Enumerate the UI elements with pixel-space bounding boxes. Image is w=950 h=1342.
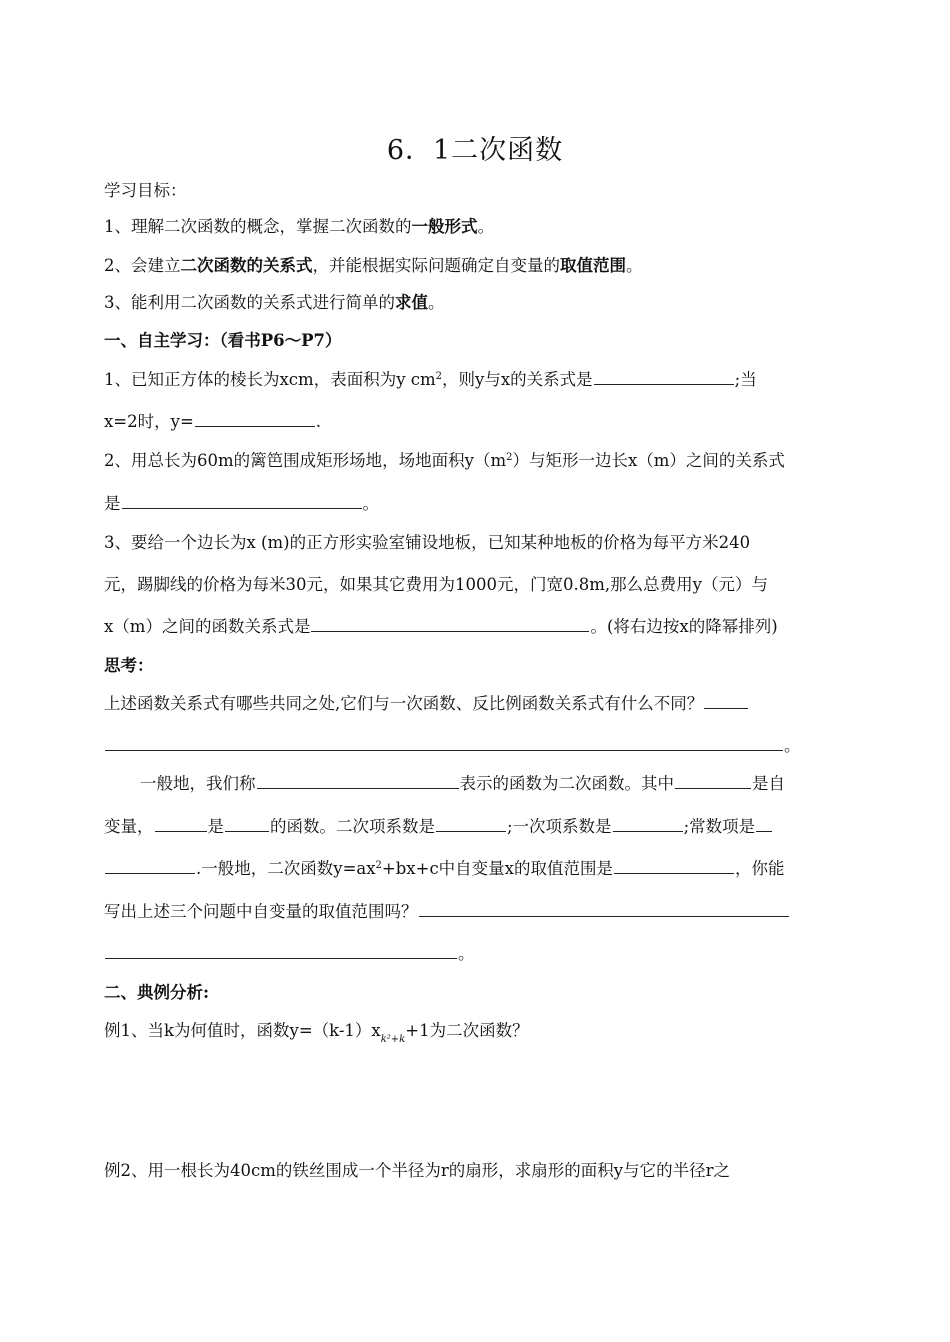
think-text-11: +bx+c中自变量x的取值范围是 (381, 859, 613, 878)
example-2: 例2、用一根长为40cm的铁丝围成一个半径为r的扇形，求扇形的面积y与它的半径r之 (104, 1161, 730, 1180)
objective-3-text: 3、能利用二次函数的关系式进行简单的 (104, 293, 395, 312)
answer-blank[interactable] (419, 900, 789, 917)
question-1-text: 1、已知正方体的棱长为xcm，表面积为y cm (104, 370, 436, 389)
example-1-exponent: k²+k (380, 1034, 406, 1045)
think-line-6 (104, 900, 849, 923)
page-title: 6．1二次函数 (386, 135, 564, 166)
answer-blank[interactable] (756, 815, 772, 832)
answer-blank[interactable] (675, 772, 751, 789)
answer-blank[interactable] (613, 815, 683, 832)
answer-blank[interactable] (225, 815, 269, 832)
objective-3-end: 。 (428, 293, 445, 312)
think-text-8: ;一次项系数是 (507, 817, 612, 836)
objective-1-text: 1、理解二次函数的概念，掌握二次函数的 (104, 217, 412, 236)
question-2-text-2: ）与矩形一边长x（m）之间的关系式 (512, 451, 785, 470)
answer-blank[interactable] (704, 692, 748, 709)
example-1-text: 例1、当k为何值时，函数y=（k-1）x (104, 1021, 381, 1040)
answer-blank[interactable] (257, 772, 459, 789)
answer-blank[interactable] (195, 410, 315, 427)
think-line-7 (104, 942, 849, 965)
objective-1-bold: 一般形式 (411, 217, 478, 236)
objectives-heading: 学习目标： (104, 181, 187, 200)
think-text-13: 写出上述三个问题中自变量的取值范围吗？ (104, 902, 418, 921)
answer-blank[interactable] (122, 492, 362, 509)
objective-2-end: 。 (626, 256, 643, 275)
question-1-sup: 2 (435, 371, 443, 382)
objective-2-bold-2: 取值范围 (560, 256, 626, 275)
question-1-text-4: x=2时，y= (104, 412, 194, 431)
think-text-10: .一般地，二次函数y=ax (196, 859, 376, 878)
question-2-line-2 (104, 492, 849, 515)
question-1-line-2 (104, 410, 849, 433)
think-text-1: 上述函数关系式有哪些共同之处,它们与一次函数、反比例函数关系式有什么不同？ (104, 694, 704, 713)
question-2-end: 。 (362, 494, 379, 513)
answer-blank[interactable] (105, 857, 195, 874)
answer-blank[interactable] (105, 734, 783, 751)
question-3-line-1: 3、要给一个边长为x (m)的正方形实验室铺设地板，已知某种地板的价格为每平方米240 (104, 533, 751, 552)
objective-1 (104, 216, 849, 238)
answer-blank[interactable] (155, 815, 207, 832)
question-1-line-1 (104, 368, 849, 391)
think-text-end-2: 。 (458, 944, 475, 963)
question-2-sup: 2 (506, 452, 513, 463)
think-line-2 (104, 734, 849, 757)
example-1 (104, 1020, 849, 1045)
objective-3 (104, 292, 849, 314)
think-text-9: ;常数项是 (683, 817, 756, 836)
think-text-2: 一般地，我们称 (140, 774, 256, 793)
answer-blank[interactable] (614, 857, 734, 874)
objective-2-text-2: ，并能根据实际问题确定自变量的 (312, 256, 560, 275)
question-1-end: . (315, 412, 322, 431)
section2-heading: 二、典例分析: (104, 983, 210, 1002)
objective-2 (104, 255, 849, 277)
question-2-line-1 (104, 450, 849, 472)
section1-heading: 一、自主学习：（看书P6～P7） (104, 331, 342, 350)
think-text-7: 的函数。二次项系数是 (270, 817, 435, 836)
objective-2-text: 2、会建立 (104, 256, 181, 275)
question-2-text: 2、用总长为60m的篱笆围成矩形场地，场地面积y（m (104, 451, 507, 470)
question-1-text-3: ;当 (734, 370, 757, 389)
think-line-1 (104, 692, 849, 715)
question-3-end: 。(将右边按x的降幂排列) (590, 617, 778, 636)
question-1-text-2: ，则y与x的关系式是 (442, 370, 593, 389)
think-text-6: 是 (207, 817, 224, 836)
answer-blank[interactable] (105, 942, 457, 959)
think-text-12: ，你能 (735, 859, 785, 878)
objective-1-end: 。 (477, 217, 494, 236)
think-text-5: 变量， (104, 817, 154, 836)
think-heading: 思考： (104, 656, 154, 675)
objective-2-bold-1: 二次函数的关系式 (180, 256, 313, 275)
answer-blank[interactable] (436, 815, 506, 832)
question-2-text-3: 是 (104, 494, 121, 513)
think-text-4: 是自 (752, 774, 785, 793)
question-3-line-2: 元，踢脚线的价格为每米30元，如果其它费用为1000元，门宽0.8m,那么总费用y（元）与 (104, 575, 768, 594)
think-line-3 (104, 772, 849, 795)
think-line-4 (104, 815, 849, 838)
answer-blank[interactable] (594, 368, 734, 385)
objective-3-bold: 求值 (395, 293, 428, 312)
think-line-5 (104, 857, 849, 880)
answer-blank[interactable] (311, 615, 589, 632)
example-1-text-2: +1为二次函数？ (405, 1021, 529, 1040)
question-3-text: x（m）之间的函数关系式是 (104, 617, 311, 636)
question-3-line-3 (104, 615, 849, 638)
think-text-end: 。 (784, 736, 801, 755)
think-text-3: 表示的函数为二次函数。其中 (459, 774, 674, 793)
think-sup: 2 (375, 860, 382, 871)
